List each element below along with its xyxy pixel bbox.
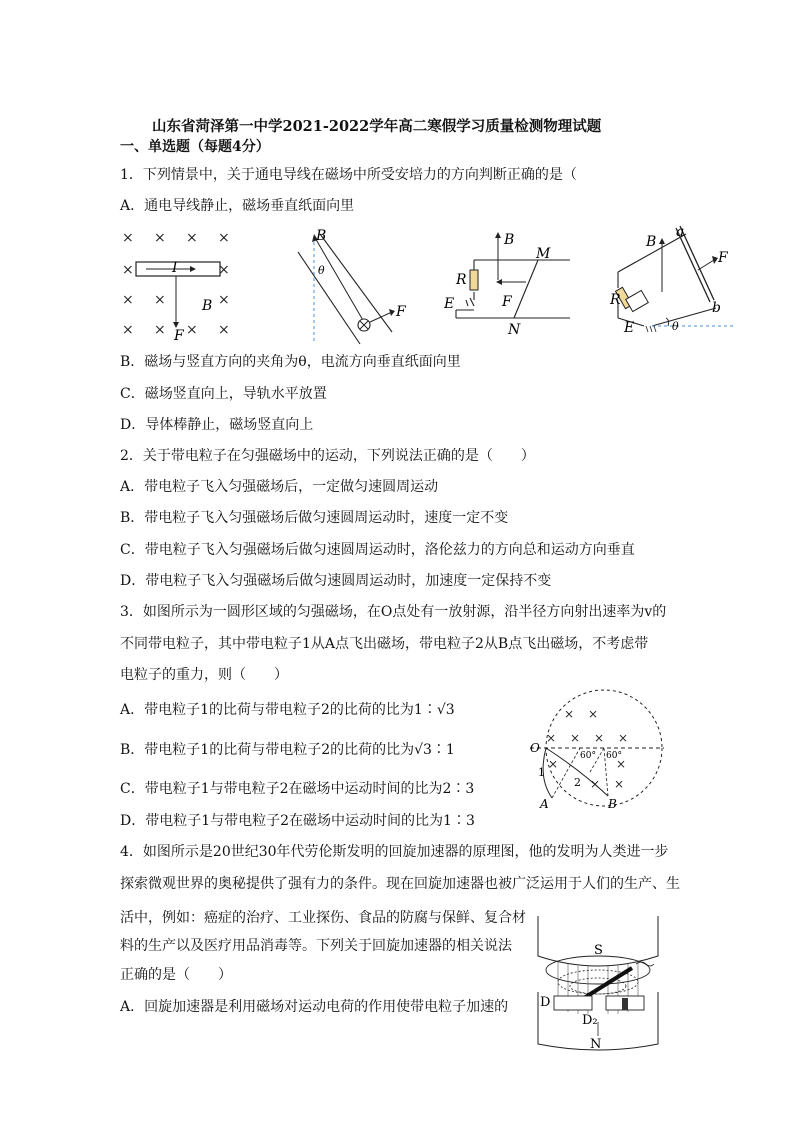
fig3-label-o: O — [530, 741, 540, 755]
fig-d-label-b: B — [646, 234, 657, 250]
svg-text:×: × — [186, 322, 198, 338]
fig-d-label-b-lower: b — [712, 300, 721, 316]
svg-text:×: × — [154, 292, 166, 308]
q3-option-c: C．带电粒子1与带电粒子2在磁场中运动时间的比为2∶3 — [120, 781, 475, 797]
fig3-path-1-label: 1 — [538, 766, 545, 779]
page-title: 山东省菏泽第一中学2021-2022学年高二寒假学习质量检测物理试题 — [152, 118, 602, 135]
fig4-label-d1: D — [540, 995, 551, 1010]
q1-figure-a — [112, 226, 252, 346]
q3-stem-line2: 不同带电粒子，其中带电粒子1从A点飞出磁场，带电粒子2从B点飞出磁场，不考虑带 — [120, 636, 649, 652]
svg-text:×: × — [546, 731, 557, 745]
fig3-angle-left: 60° — [580, 751, 596, 761]
svg-text:×: × — [588, 707, 599, 721]
fig-a-label-f: F — [174, 328, 184, 344]
q4-stem-line4: 料的生产以及医疗用品消毒等。下列关于回旋加速器的相关说法 — [120, 938, 512, 954]
q2-stem: 2．关于带电粒子在匀强磁场中的运动，下列说法正确的是（ ） — [120, 448, 535, 464]
q1-option-d: D．导体棒静止，磁场竖直向上 — [120, 417, 314, 433]
svg-text:×: × — [122, 262, 134, 278]
q1-figure-b — [288, 222, 418, 346]
q1-figure-c — [438, 226, 578, 342]
fig3-path-2-label: 2 — [574, 776, 581, 789]
svg-text:×: × — [154, 322, 166, 338]
fig-d-label-theta: θ — [672, 320, 679, 333]
svg-text:×: × — [590, 777, 601, 791]
svg-text:×: × — [122, 230, 134, 246]
q1-option-b: B．磁场与竖直方向的夹角为θ，电流方向垂直纸面向里 — [120, 354, 461, 370]
fig3-label-a: A — [540, 797, 549, 810]
fig-d-label-e: E — [624, 320, 635, 336]
q4-stem-line3: 活中，例如：癌症的治疗、工业探伤、食品的防腐与保鲜、复合材 — [120, 910, 526, 926]
svg-text:×: × — [548, 757, 559, 771]
q4-option-a: A．回旋加速器是利用磁场对运动电荷的作用使带电粒子加速的 — [120, 999, 509, 1015]
fig-c-label-e: E — [444, 296, 455, 312]
q4-cyclotron-figure — [528, 912, 668, 1052]
svg-text:×: × — [218, 230, 230, 246]
q3-option-d: D．带电粒子1与带电粒子2在磁场中运动时间的比为1∶3 — [120, 813, 475, 829]
svg-text:×: × — [570, 731, 581, 745]
svg-text:×: × — [594, 731, 605, 745]
fig4-label-n: N — [590, 1037, 602, 1052]
svg-text:×: × — [218, 262, 230, 278]
svg-text:×: × — [186, 230, 198, 246]
fig-b-label-f: F — [396, 304, 406, 320]
fig-c-label-b: B — [504, 232, 515, 248]
q2-option-b: B．带电粒子飞入匀强磁场后做匀速圆周运动时，速度一定不变 — [120, 510, 509, 526]
q2-option-d: D．带电粒子飞入匀强磁场后做匀速圆周运动时，加速度一定保持不变 — [120, 573, 552, 589]
svg-text:×: × — [618, 731, 629, 745]
q3-stem-line1: 3．如图所示为一圆形区域的匀强磁场，在O点处有一放射源，沿半径方向射出速率为v的 — [120, 604, 667, 620]
q2-option-c: C．带电粒子飞入匀强磁场后做匀速圆周运动时，洛伦兹力的方向总和运动方向垂直 — [120, 542, 635, 558]
fig-c-label-m: M — [536, 246, 551, 262]
fig-b-label-b: B — [316, 228, 327, 244]
svg-text:×: × — [564, 707, 575, 721]
fig-c-label-n: N — [508, 322, 521, 338]
fig-a-label-b: B — [202, 298, 213, 314]
fig4-label-d2: D₂ — [582, 1013, 598, 1028]
fig-d-label-r: R — [610, 292, 621, 308]
svg-text:×: × — [218, 322, 230, 338]
q4-stem-line2: 探索微观世界的奥秘提供了强有力的条件。现在回旋加速器也被广泛运用于人们的生产、生 — [120, 876, 680, 892]
fig3-angle-right: 60° — [606, 751, 622, 761]
svg-text:×: × — [122, 322, 134, 338]
q1-option-c: C．磁场竖直向上，导轨水平放置 — [120, 386, 327, 402]
q1-stem: 1．下列情景中，关于通电导线在磁场中所受安培力的方向判断正确的是（ — [120, 167, 577, 183]
svg-text:×: × — [154, 230, 166, 246]
fig4-label-s: S — [594, 943, 603, 958]
svg-text:×: × — [122, 292, 134, 308]
fig-a-label-i: I — [172, 260, 178, 276]
fig-d-label-a: a — [676, 224, 685, 240]
q3-stem-line3: 电粒子的重力，则（ ） — [120, 667, 288, 683]
fig-c-label-f: F — [502, 294, 512, 310]
svg-text:×: × — [218, 292, 230, 308]
q3-option-a: A．带电粒子1的比荷与带电粒子2的比荷的比为1∶√3 — [120, 702, 455, 718]
q1-figure-d — [606, 222, 746, 346]
q1-option-a: A．通电导线静止，磁场垂直纸面向里 — [120, 198, 355, 214]
svg-text:×: × — [616, 757, 627, 771]
fig3-label-b: B — [608, 797, 617, 810]
q3-circle-figure — [508, 686, 672, 810]
q2-option-a: A．带电粒子飞入匀强磁场后，一定做匀速圆周运动 — [120, 479, 439, 495]
svg-text:×: × — [614, 777, 625, 791]
fig-d-label-f: F — [718, 250, 728, 266]
q4-stem-line1: 4．如图所示是20世纪30年代劳伦斯发明的回旋加速器的原理图，他的发明为人类进一步 — [120, 844, 669, 860]
q4-stem-line5: 正确的是（ ） — [120, 967, 232, 983]
section-heading: 一、单选题（每题4分） — [120, 139, 270, 155]
fig-c-label-r: R — [456, 272, 467, 288]
fig-b-label-theta: θ — [318, 264, 325, 277]
q3-option-b: B．带电粒子1的比荷与带电粒子2的比荷的比为√3∶1 — [120, 742, 455, 758]
